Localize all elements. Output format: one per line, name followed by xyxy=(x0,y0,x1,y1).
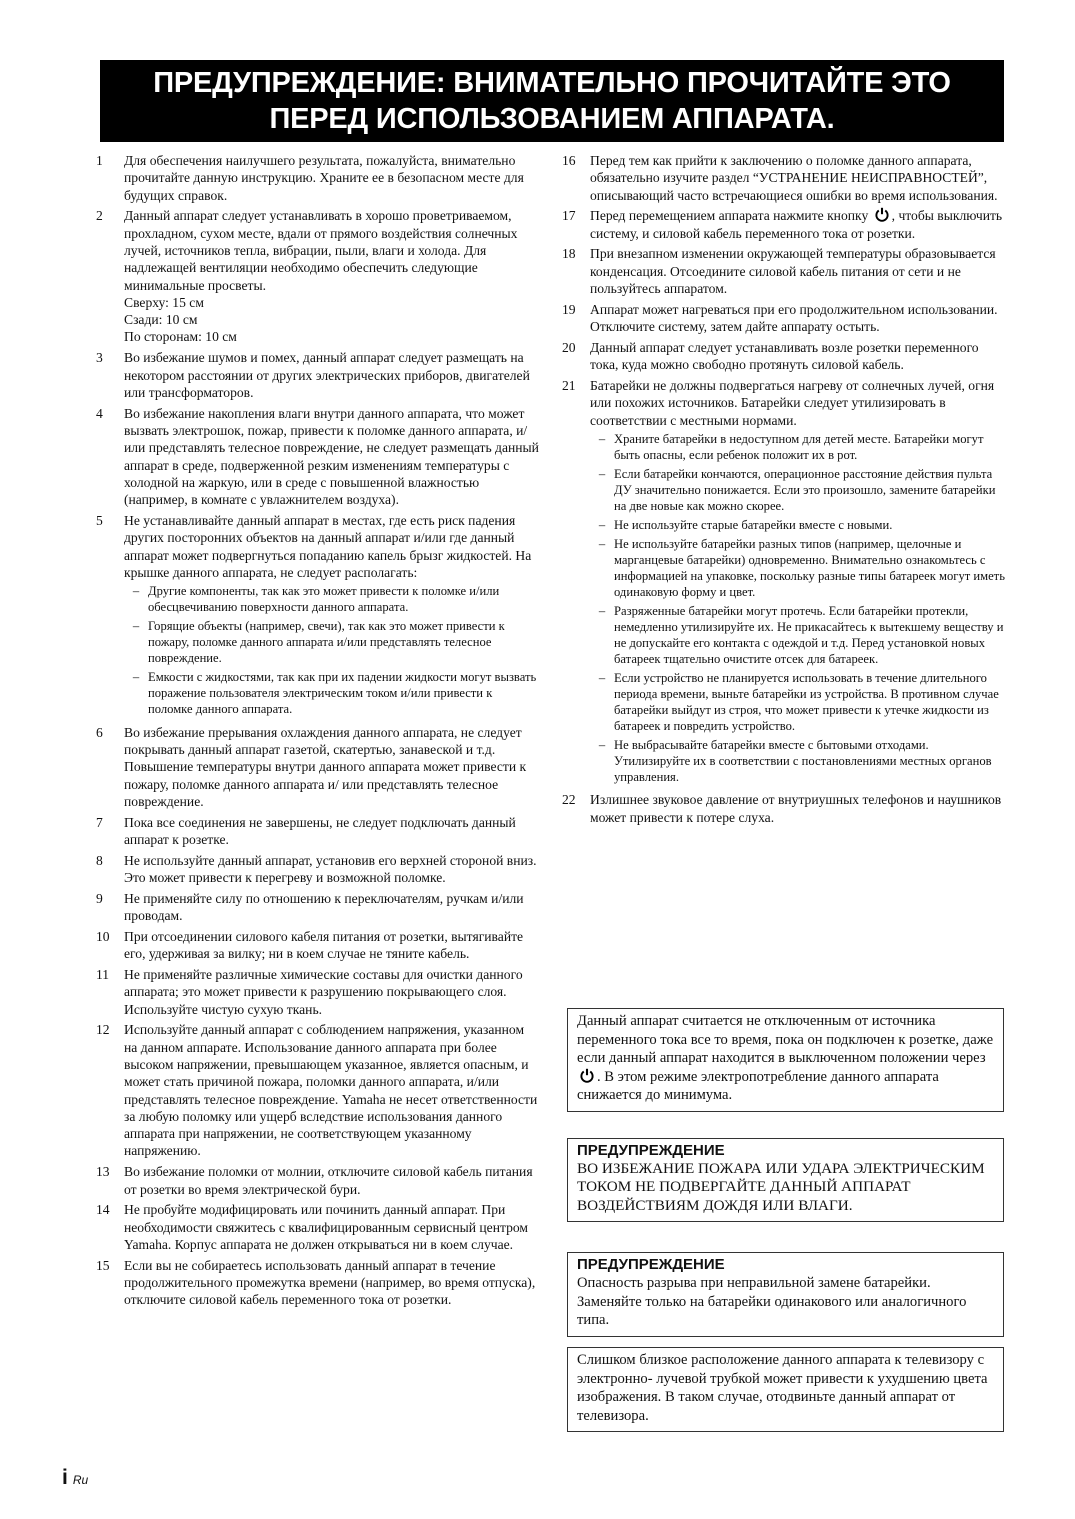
item-text: Не применяйте различные химические составы для очистки данного аппарата; это может привести к разрушению покрывающего слоя. Используйте чистую сухую ткань. xyxy=(124,966,523,1017)
warning-title: ПРЕДУПРЕЖДЕНИЕ xyxy=(577,1142,725,1159)
item-text: Во избежание шумов и помех, данный аппарат следует размещать на некотором расстоянии от других электрических приборов, двигателей или трансформаторов. xyxy=(124,350,530,400)
list-item xyxy=(96,890,540,925)
clearance-top: Сверху: 15 см xyxy=(124,294,204,310)
sub-item: – Если устройство не планируется использовать в течение длительного периода времени, выньте батарейки из устройства. В противном случае батарейки выйдут из строя, что может привести к утечке жидкости из батареек и повредить устройство. xyxy=(598,670,999,733)
item-text: Во избежание накопления влаги внутри данного аппарата, что может вызвать электрошок, пожар, привести к поломке данного аппарата, и/ или представлять телесное повреждение, не следует размещать данный аппарат в среде, подверженной резким изменениям температуры с холодной на жаркую, или в среде с повышенной влажностью (например, в комнате с увлажнителем воздуха). xyxy=(124,405,539,508)
item-number: 14 xyxy=(96,1202,110,1218)
warning-box-moisture xyxy=(567,1138,1004,1222)
list-item xyxy=(562,245,1006,297)
banner-line-1: ПРЕДУПРЕЖДЕНИЕ: ВНИМАТЕЛЬНО ПРОЧИТАЙТЕ ЭТО xyxy=(153,67,951,99)
page-footer xyxy=(62,1466,88,1490)
item-text: Батарейки не должны подвергаться нагреву от солнечных лучей, огня или похожих источников. Батарейки следует утилизировать в соответствии с местными нормами. xyxy=(590,378,995,428)
item-text: Не применяйте силу по отношению к переключателям, ручкам и/или проводам. xyxy=(124,890,524,924)
warning-text: ВО ИЗБЕЖАНИЕ ПОЖАРА ИЛИ УДАРА ЭЛЕКТРИЧЕСКИМ ТОКОМ НЕ ПОДВЕРГАЙТЕ ДАННЫЙ АППАРАТ ВОЗДЕЙСТВИЯМ ДОЖДЯ ИЛИ ВЛАГИ. xyxy=(577,1160,985,1214)
clearance-back: Сзади: 10 см xyxy=(124,312,198,328)
banner-line-2: ПЕРЕД ИСПОЛЬЗОВАНИЕМ АППАРАТА. xyxy=(269,103,835,135)
warning-title: ПРЕДУПРЕЖДЕНИЕ xyxy=(577,1256,725,1273)
list-item xyxy=(96,405,540,509)
item-text: Не пробуйте модифицировать или починить данный аппарат. При необходимости свяжитесь с квалифицированным сервисный центром Yamaha. Корпус аппарата не должен открываться ни в коем случае. xyxy=(124,1202,529,1252)
item-text: Перед перемещением аппарата нажмите кнопку , чтобы выключить систему, и силовой кабель переменного тока от розетки. xyxy=(590,208,1003,241)
sub-item: – Не выбрасывайте батарейки вместе с бытовыми отходами. Утилизируйте их в соответствии с постановлениями местных органов управления. xyxy=(598,737,992,784)
item-number: 22 xyxy=(562,792,576,808)
item-number: 7 xyxy=(96,814,103,830)
list-item xyxy=(96,814,540,849)
power-icon xyxy=(578,1068,596,1084)
sub-list xyxy=(124,583,540,717)
item-number: 13 xyxy=(96,1164,110,1180)
list-item xyxy=(96,1201,540,1253)
right-column xyxy=(562,152,1006,830)
item-number: 2 xyxy=(96,208,103,224)
item-number: 9 xyxy=(96,890,103,906)
page-number: i xyxy=(62,1466,68,1489)
list-item xyxy=(96,928,540,963)
sub-item: – Храните батарейки в недоступном для детей месте. Батарейки могут быть опасны, если ребенок положит их в рот. xyxy=(598,431,984,462)
item-text: Пока все соединения не завершены, не следует подключать данный аппарат к розетке. xyxy=(124,814,516,847)
standby-notice-box: Данный аппарат считается не отключенным от источника переменного тока все то время, пока он подключен к розетке, даже если данный аппарат находится в выключенном положении через . В этом режиме электропотребление данного аппарата снижается до минимума. xyxy=(567,1008,1004,1112)
item-number: 21 xyxy=(562,378,576,394)
item-number: 5 xyxy=(96,512,103,528)
tv-notice-box xyxy=(567,1347,1004,1432)
item-text: Во избежание прерывания охлаждения данного аппарата, не следует покрывать данный аппарат газетой, скатертью, занавеской и т.д. Повышение температуры внутри данного аппарата может привести к пожару, поломке данного аппарата и/ или представлять телесное повреждение. xyxy=(124,724,527,809)
list-item xyxy=(562,339,1006,374)
list-item xyxy=(562,152,1006,204)
list-item xyxy=(562,791,1006,826)
item-text: Во избежание поломки от молнии, отключите силовой кабель питания от розетки во время электрической бури. xyxy=(124,1164,533,1197)
list-item xyxy=(96,207,540,345)
sub-item: – Емкости с жидкостями, так как при их падении жидкости могут вызвать поражение пользователя электрическим током и/или привести к поломке данного аппарата. xyxy=(132,670,537,717)
item-text: Аппарат может нагреваться при его продолжительном использовании. Отключите систему, затем дайте аппарату остыть. xyxy=(590,301,998,335)
clearance-sides: По сторонам: 10 см xyxy=(124,329,237,345)
item-number: 20 xyxy=(562,339,576,355)
sub-item: – Не используйте батарейки разных типов (например, щелочные и марганцевые батарейки) одновременно. Внимательно ознакомьтесь с информацией на упаковке, поскольку разные типы батареек могут иметь одинаковую форму и цвет. xyxy=(598,536,1005,599)
item-text: Данный аппарат следует устанавливать возле розетки переменного тока, куда можно свободно протянуть силовой кабель. xyxy=(590,339,979,373)
item-number: 12 xyxy=(96,1022,110,1038)
sub-item: – Разряженные батарейки могут протечь. Если батарейки протекли, немедленно утилизируйте их. Не прикасайтесь к вытекшему веществу и не допускайте его контакта с одеждой и т.д. Перед установкой новых батареек тщательно очистите отсек для батареек. xyxy=(598,603,1004,666)
item-number: 1 xyxy=(96,153,103,168)
item-text: При отсоединении силового кабеля питания от розетки, вытягивайте его, удерживая за вилку; ни в коем случае не тяните кабель. xyxy=(124,928,524,962)
warning-box-battery xyxy=(567,1252,1004,1337)
list-item xyxy=(96,1163,540,1198)
item-text: Для обеспечения наилучшего результата, пожалуйста, внимательно прочитайте данную инструкцию. Храните ее в безопасном месте для будущих справок. xyxy=(124,153,524,203)
sub-list xyxy=(590,431,1006,785)
item-text: Излишнее звуковое давление от внутриушных телефонов и наушников может привести к потере слуха. xyxy=(590,792,1002,825)
item-text: Не устанавливайте данный аппарат в местах, где есть риск падения других посторонних объектов на данный аппарат и/или где данный аппарат может подвергнуться попаданию капель брызг жидкостей. На крышке данного аппарата, не следует располагать: xyxy=(124,512,532,580)
notice-text: Слишком близкое расположение данного аппарата к телевизору с электронно- лучевой трубкой может привести к ухудшению цвета изображения. В таком случае, отодвиньте данный аппарат от телевизора. xyxy=(577,1352,988,1424)
list-item xyxy=(96,1021,540,1159)
list-item xyxy=(96,512,540,720)
item-number: 19 xyxy=(562,301,576,317)
item-text: Данный аппарат следует устанавливать в хорошо проветриваемом, прохладном, сухом месте, вдали от прямого воздействия солнечных лучей, источников тепла, вибрации, пыли, влаги и холода. Для надлежащей вентиляции необходимо обеспечить следующие минимальные просветы. xyxy=(124,208,518,293)
item-number: 6 xyxy=(96,724,103,740)
item-text: Используйте данный аппарат с соблюдением напряжения, указанном на данном аппарате. Использование данного аппарата при более высоком напряжении, превышающем указанное, является опасным, и может стать причиной пожара, поломки данного аппарата, и/или представлять телесное повреждение. Yamaha не несет ответственности за любую поломку или ущерб вследствие использования данного аппарата при напряжении, не соответствующем указанному напряжению. xyxy=(124,1022,538,1159)
item-text: Не используйте данный аппарат, установив его верхней стороной вниз. Это может привести к перегреву и возможной поломке. xyxy=(124,852,537,885)
list-item xyxy=(96,349,540,401)
list-item xyxy=(96,966,540,1018)
sub-item: – Другие компоненты, так как это может привести к поломке и/или обесцвечиванию поверхности данного аппарата. xyxy=(132,584,500,615)
list-item xyxy=(96,724,540,810)
sub-item: – Если батарейки кончаются, операционное расстояние действия пульта ДУ значительно понижается. Если это произошло, замените батарейки на две новые как можно скорее. xyxy=(598,466,996,513)
sub-item: – Горящие объекты (например, свечи), так как это может привести к пожару, поломке данного аппарата и/или представлять телесное повреждение. xyxy=(132,619,505,666)
item-number: 3 xyxy=(96,350,103,366)
list-item xyxy=(562,301,1006,336)
list-item xyxy=(562,377,1006,788)
warning-banner xyxy=(100,60,1004,142)
list-item xyxy=(562,207,1006,242)
item-number: 15 xyxy=(96,1257,110,1273)
item-number: 11 xyxy=(96,966,110,982)
list-item xyxy=(96,1257,540,1309)
item-number: 16 xyxy=(562,153,576,168)
item-number: 18 xyxy=(562,246,576,262)
list-item xyxy=(96,152,540,204)
item-number: 4 xyxy=(96,405,103,421)
item-text: При внезапном изменении окружающей температуры образовывается конденсация. Отсоедините силовой кабель питания от сети и не пользуйтесь аппаратом. xyxy=(590,246,996,297)
item-text: Если вы не собираетесь использовать данный аппарат в течение продолжительного промежутка времени (например, во время отпуска), отключите силовой кабель переменного тока от розетки. xyxy=(124,1257,536,1308)
left-column xyxy=(96,152,540,1312)
power-icon xyxy=(873,207,891,223)
warning-text: Опасность разрыва при неправильной замене батарейки. Заменяйте только на батарейки одинакового или аналогичного типа. xyxy=(577,1275,967,1329)
language-code: Ru xyxy=(72,1473,89,1487)
sub-item: – Не используйте старые батарейки вместе с новыми. xyxy=(598,517,893,532)
item-number: 17 xyxy=(562,208,576,224)
item-number: 8 xyxy=(96,852,103,868)
item-text: Перед тем как прийти к заключению о поломке данного аппарата, обязательно изучите раздел “УСТРАНЕНИЕ НЕИСПРАВНОСТЕЙ”, описывающий часто встречающиеся ошибки во время использования. xyxy=(590,153,998,203)
item-number: 10 xyxy=(96,928,110,944)
list-item xyxy=(96,852,540,887)
